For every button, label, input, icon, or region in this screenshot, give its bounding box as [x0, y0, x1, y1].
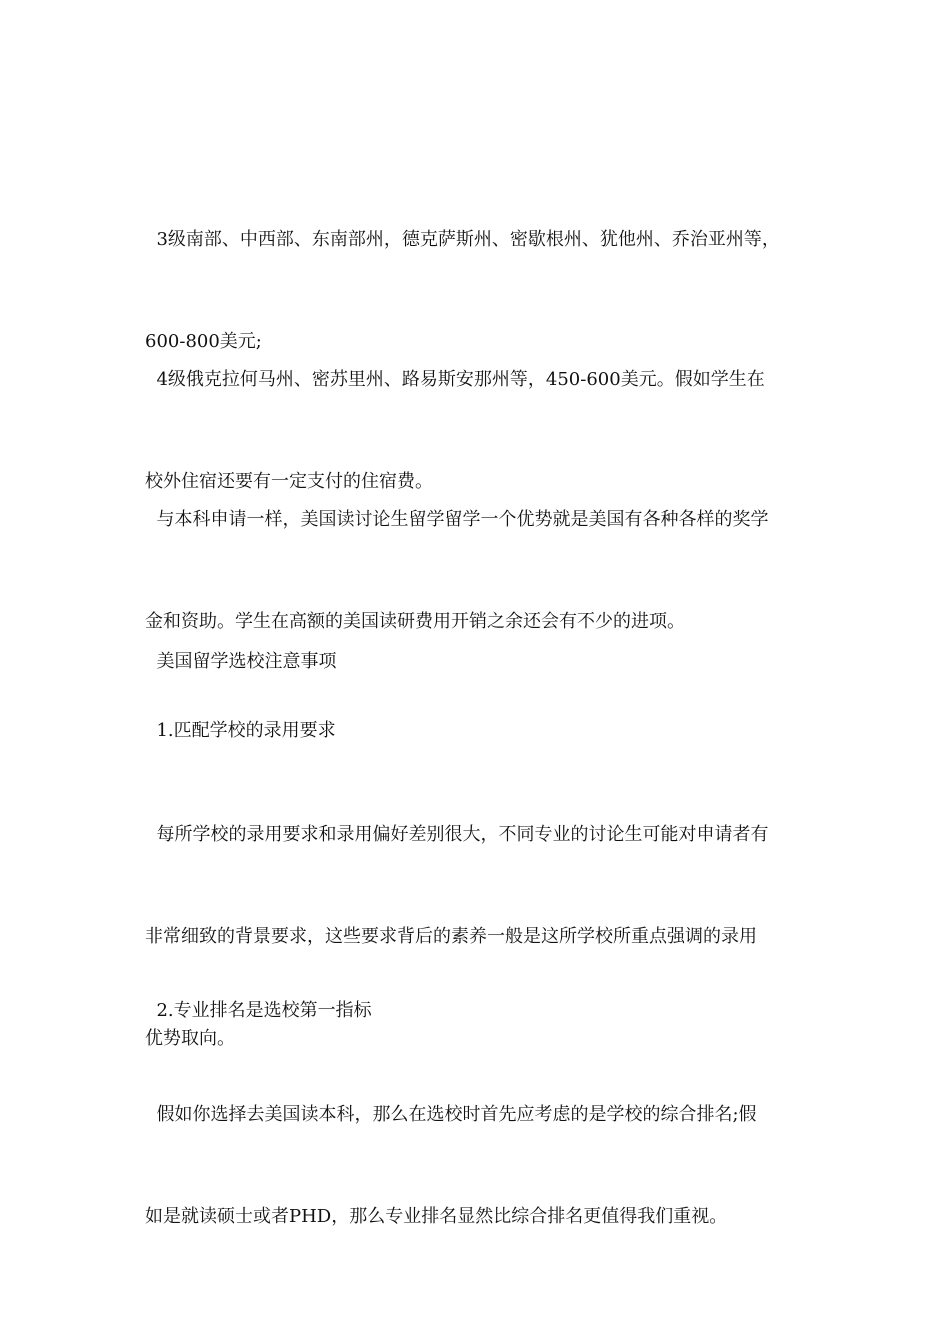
text-line: 如是就读硕士或者PHD，那么专业排名显然比综合排名更值得我们重视。	[145, 1206, 728, 1227]
heading-line: 2.专业排名是选校第一指标	[145, 1000, 372, 1021]
text-line: 每所学校的录用要求和录用偏好差别很大，不同专业的讨论生可能对申请者有	[145, 824, 769, 845]
paragraph-major-ranking	[145, 1030, 815, 1302]
text-line: 非常细致的背景要求，这些要求背后的素养一般是这所学校所重点强调的录用	[145, 926, 757, 947]
text-line: 优势取向。	[145, 1028, 235, 1049]
text-line: 金和资助。学生在高额的美国读研费用开销之余还会有不少的进项。	[145, 611, 685, 632]
text-line: 600-800美元;	[145, 331, 262, 352]
text-line: 校外住宿还要有一定支付的住宿费。	[145, 471, 433, 492]
text-line: 与本科申请一样，美国读讨论生留学留学一个优势就是美国有各种各样的奖学	[145, 509, 769, 530]
heading-line: 1.匹配学校的录用要求	[145, 720, 336, 741]
text-line: 3级南部、中西部、东南部州，德克萨斯州、密歇根州、犹他州、乔治亚州等，	[145, 229, 780, 250]
text-line: 4级俄克拉何马州、密苏里州、路易斯安那州等，450-600美元。假如学生在	[145, 369, 765, 390]
text-line: 假如你选择去美国读本科，那么在选校时首先应考虑的是学校的综合排名;假	[145, 1104, 757, 1125]
heading-line: 美国留学选校注意事项	[145, 651, 337, 672]
